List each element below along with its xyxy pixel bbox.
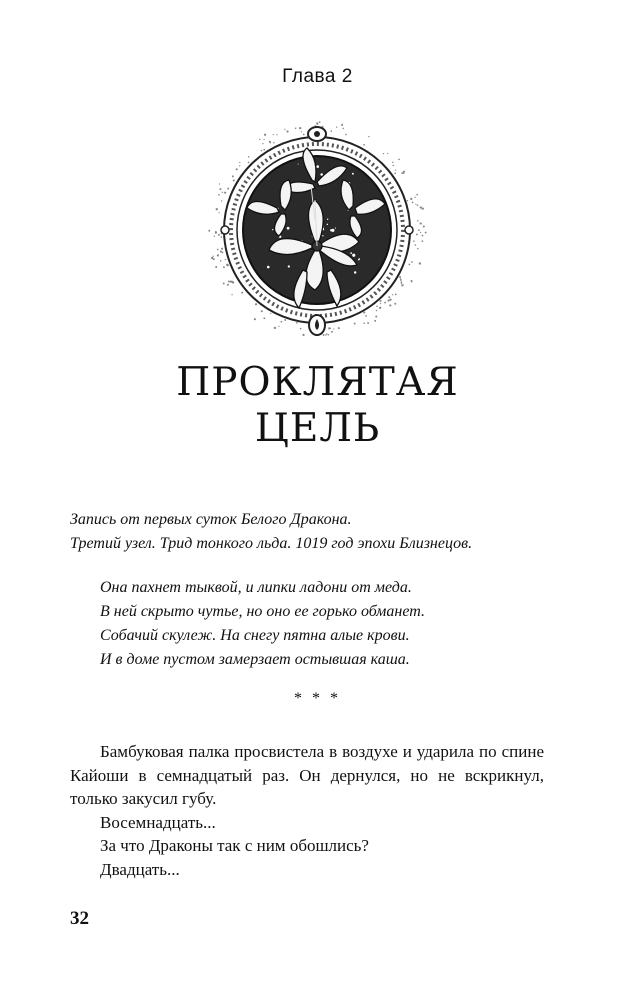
paragraph: Бамбуковая палка просвистела в воздухе и ударила по спине Кайоши в семнадцатый раз. Он дернулся, но не вскрикнул, только закусил губу. — [70, 742, 544, 808]
epigraph — [70, 508, 590, 556]
epigraph-line: Третий узел. Трид тонкого льда. 1019 год эпохи Близнецов. — [70, 535, 473, 552]
body-text — [70, 740, 544, 881]
poem-line: В ней скрыто чутье, но оно ее горько обманет. — [100, 603, 425, 620]
chapter-title-line-1: ПРОКЛЯТАЯ — [176, 360, 459, 405]
page-number: 32 — [70, 908, 89, 929]
drop-icon — [309, 315, 325, 335]
eye-icon — [308, 127, 326, 141]
poem-line: Она пахнет тыквой, и липки ладони от меда. — [100, 579, 412, 596]
paragraph: За что Драконы так с ним обошлись? — [100, 836, 369, 855]
section-separator: * * * — [294, 690, 341, 707]
poem — [100, 576, 600, 672]
chapter-label: Глава 2 — [282, 66, 353, 87]
poem-line: И в доме пустом замерзает остывшая каша. — [100, 651, 410, 668]
poem-line: Собачий скулеж. На снегу пятна алые крови. — [100, 627, 410, 644]
chapter-title — [0, 360, 635, 452]
epigraph-line: Запись от первых суток Белого Дракона. — [70, 511, 352, 528]
paragraph: Восемнадцать... — [100, 812, 216, 832]
floral-emblem-illustration — [207, 120, 427, 340]
chapter-title-line-2: ЦЕЛЬ — [254, 406, 381, 451]
paragraph: Двадцать... — [100, 859, 180, 879]
